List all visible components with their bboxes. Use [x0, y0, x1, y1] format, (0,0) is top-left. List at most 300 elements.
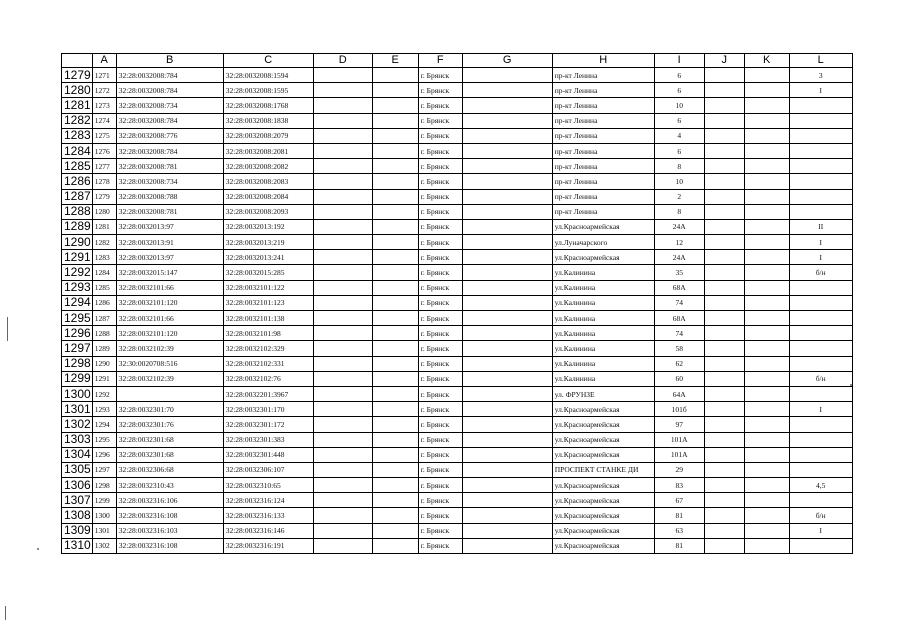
cell-l[interactable]	[789, 98, 852, 113]
cell-l[interactable]	[789, 356, 852, 371]
cell-f[interactable]: г. Брянск	[418, 371, 462, 386]
row-number[interactable]: 1304	[62, 447, 93, 462]
cell-h[interactable]: ул.Калинина	[552, 280, 654, 295]
cell-b[interactable]: 32:28:0032301:68	[116, 432, 223, 447]
cell-e[interactable]	[372, 508, 418, 523]
cell-g[interactable]	[462, 174, 552, 189]
cell-e[interactable]	[372, 311, 418, 326]
cell-c[interactable]: 32:28:0032102:76	[223, 371, 313, 386]
cell-f[interactable]: г. Брянск	[418, 113, 462, 128]
cell-e[interactable]	[372, 98, 418, 113]
cell-k[interactable]	[744, 159, 789, 174]
row-number[interactable]: 1289	[62, 219, 93, 234]
cell-j[interactable]	[704, 128, 744, 143]
row-number[interactable]: 1285	[62, 159, 93, 174]
cell-d[interactable]	[313, 523, 372, 538]
cell-j[interactable]	[704, 356, 744, 371]
cell-k[interactable]	[744, 508, 789, 523]
cell-e[interactable]	[372, 235, 418, 250]
cell-a[interactable]: 1279	[92, 189, 116, 204]
cell-c[interactable]: 32:28:0032316:133	[223, 508, 313, 523]
cell-g[interactable]	[462, 235, 552, 250]
cell-g[interactable]	[462, 265, 552, 280]
row-number[interactable]: 1308	[62, 508, 93, 523]
cell-h[interactable]: пр-кт Ленина	[552, 174, 654, 189]
cell-f[interactable]: г. Брянск	[418, 462, 462, 477]
cell-b[interactable]: 32:28:0032101:120	[116, 295, 223, 310]
cell-d[interactable]	[313, 402, 372, 417]
cell-l[interactable]: II	[789, 219, 852, 234]
cell-c[interactable]: 32:28:0032301:448	[223, 447, 313, 462]
cell-c[interactable]: 32:28:0032008:2079	[223, 128, 313, 143]
cell-f[interactable]: г. Брянск	[418, 265, 462, 280]
cell-f[interactable]: г. Брянск	[418, 189, 462, 204]
cell-e[interactable]	[372, 402, 418, 417]
cell-k[interactable]	[744, 447, 789, 462]
cell-c[interactable]: 32:28:0032013:219	[223, 235, 313, 250]
cell-k[interactable]	[744, 204, 789, 219]
cell-c[interactable]: 32:28:0032316:124	[223, 493, 313, 508]
cell-f[interactable]: г. Брянск	[418, 68, 462, 83]
cell-g[interactable]	[462, 189, 552, 204]
cell-k[interactable]	[744, 386, 789, 401]
cell-a[interactable]: 1294	[92, 417, 116, 432]
cell-e[interactable]	[372, 341, 418, 356]
cell-j[interactable]	[704, 113, 744, 128]
column-header-d[interactable]: D	[313, 54, 372, 68]
cell-g[interactable]	[462, 538, 552, 553]
cell-b[interactable]: 32:28:0032101:66	[116, 280, 223, 295]
cell-g[interactable]	[462, 128, 552, 143]
row-number[interactable]: 1293	[62, 280, 93, 295]
cell-l[interactable]	[789, 447, 852, 462]
cell-d[interactable]	[313, 341, 372, 356]
cell-d[interactable]	[313, 68, 372, 83]
cell-j[interactable]	[704, 432, 744, 447]
cell-l[interactable]	[789, 341, 852, 356]
cell-c[interactable]: 32:28:0032008:1768	[223, 98, 313, 113]
cell-j[interactable]	[704, 508, 744, 523]
cell-i[interactable]: 10	[654, 98, 704, 113]
column-header-f[interactable]: F	[418, 54, 462, 68]
cell-j[interactable]	[704, 402, 744, 417]
cell-f[interactable]: г. Брянск	[418, 356, 462, 371]
cell-l[interactable]: 3	[789, 68, 852, 83]
cell-f[interactable]: г. Брянск	[418, 311, 462, 326]
cell-c[interactable]: 32:28:0032310:65	[223, 478, 313, 493]
cell-d[interactable]	[313, 508, 372, 523]
row-number[interactable]: 1303	[62, 432, 93, 447]
cell-c[interactable]: 32:28:0032008:2084	[223, 189, 313, 204]
cell-h[interactable]: ул.Красноармейская	[552, 508, 654, 523]
cell-d[interactable]	[313, 356, 372, 371]
cell-i[interactable]: 10	[654, 174, 704, 189]
cell-c[interactable]: 32:28:0032101:122	[223, 280, 313, 295]
cell-h[interactable]: пр-кт Ленина	[552, 68, 654, 83]
cell-k[interactable]	[744, 371, 789, 386]
cell-g[interactable]	[462, 159, 552, 174]
cell-b[interactable]: 32:28:0032015:147	[116, 265, 223, 280]
cell-f[interactable]: г. Брянск	[418, 341, 462, 356]
cell-b[interactable]: 32:28:0032301:70	[116, 402, 223, 417]
cell-a[interactable]: 1274	[92, 113, 116, 128]
row-number[interactable]: 1290	[62, 235, 93, 250]
cell-h[interactable]: ул.Красноармейская	[552, 523, 654, 538]
cell-c[interactable]: 32:28:0032316:146	[223, 523, 313, 538]
cell-d[interactable]	[313, 143, 372, 158]
cell-d[interactable]	[313, 250, 372, 265]
cell-b[interactable]: 32:28:0032301:68	[116, 447, 223, 462]
cell-e[interactable]	[372, 295, 418, 310]
cell-i[interactable]: 12	[654, 235, 704, 250]
cell-e[interactable]	[372, 143, 418, 158]
cell-e[interactable]	[372, 386, 418, 401]
cell-d[interactable]	[313, 265, 372, 280]
cell-f[interactable]: г. Брянск	[418, 98, 462, 113]
cell-e[interactable]	[372, 447, 418, 462]
cell-d[interactable]	[313, 371, 372, 386]
row-number[interactable]: 1287	[62, 189, 93, 204]
cell-i[interactable]: 101б	[654, 402, 704, 417]
cell-j[interactable]	[704, 311, 744, 326]
cell-b[interactable]: 32:30:0020708:516	[116, 356, 223, 371]
cell-i[interactable]: 58	[654, 341, 704, 356]
cell-l[interactable]	[789, 174, 852, 189]
cell-g[interactable]	[462, 341, 552, 356]
cell-g[interactable]	[462, 143, 552, 158]
cell-a[interactable]: 1283	[92, 250, 116, 265]
cell-l[interactable]	[789, 326, 852, 341]
cell-a[interactable]: 1292	[92, 386, 116, 401]
cell-b[interactable]: 32:28:0032008:734	[116, 174, 223, 189]
cell-k[interactable]	[744, 341, 789, 356]
cell-b[interactable]: 32:28:0032306:68	[116, 462, 223, 477]
cell-k[interactable]	[744, 113, 789, 128]
cell-i[interactable]: 6	[654, 83, 704, 98]
cell-h[interactable]: ул.Калинина	[552, 356, 654, 371]
cell-f[interactable]: г. Брянск	[418, 493, 462, 508]
cell-c[interactable]: 32:28:0032301:170	[223, 402, 313, 417]
cell-j[interactable]	[704, 447, 744, 462]
cell-e[interactable]	[372, 128, 418, 143]
cell-e[interactable]	[372, 280, 418, 295]
cell-e[interactable]	[372, 432, 418, 447]
row-number[interactable]: 1284	[62, 143, 93, 158]
cell-e[interactable]	[372, 493, 418, 508]
cell-b[interactable]: 32:28:0032008:781	[116, 204, 223, 219]
cell-h[interactable]: ул.Луначарского	[552, 235, 654, 250]
cell-d[interactable]	[313, 235, 372, 250]
cell-a[interactable]: 1277	[92, 159, 116, 174]
cell-f[interactable]: г. Брянск	[418, 402, 462, 417]
cell-f[interactable]: г. Брянск	[418, 83, 462, 98]
cell-h[interactable]: ул.Калинина	[552, 326, 654, 341]
cell-h[interactable]: пр-кт Ленина	[552, 204, 654, 219]
cell-h[interactable]: пр-кт Ленина	[552, 159, 654, 174]
cell-g[interactable]	[462, 523, 552, 538]
cell-a[interactable]: 1284	[92, 265, 116, 280]
cell-k[interactable]	[744, 523, 789, 538]
cell-h[interactable]: ул.Красноармейская	[552, 250, 654, 265]
cell-g[interactable]	[462, 68, 552, 83]
cell-f[interactable]: г. Брянск	[418, 204, 462, 219]
cell-b[interactable]: 32:28:0032013:97	[116, 219, 223, 234]
cell-d[interactable]	[313, 493, 372, 508]
cell-k[interactable]	[744, 402, 789, 417]
cell-f[interactable]: г. Брянск	[418, 219, 462, 234]
cell-b[interactable]: 32:28:0032008:784	[116, 143, 223, 158]
cell-k[interactable]	[744, 265, 789, 280]
cell-e[interactable]	[372, 326, 418, 341]
cell-c[interactable]: 32:28:0032008:2081	[223, 143, 313, 158]
cell-d[interactable]	[313, 295, 372, 310]
cell-g[interactable]	[462, 386, 552, 401]
cell-i[interactable]: 97	[654, 417, 704, 432]
cell-k[interactable]	[744, 235, 789, 250]
cell-h[interactable]: ул.Калинина	[552, 311, 654, 326]
cell-b[interactable]: 32:28:0032013:97	[116, 250, 223, 265]
cell-c[interactable]: 32:28:0032102:329	[223, 341, 313, 356]
cell-a[interactable]: 1280	[92, 204, 116, 219]
cell-d[interactable]	[313, 174, 372, 189]
cell-k[interactable]	[744, 311, 789, 326]
cell-a[interactable]: 1285	[92, 280, 116, 295]
cell-a[interactable]: 1293	[92, 402, 116, 417]
row-number[interactable]: 1280	[62, 83, 93, 98]
cell-i[interactable]: 8	[654, 159, 704, 174]
cell-h[interactable]: ул.Калинина	[552, 341, 654, 356]
row-number[interactable]: 1301	[62, 402, 93, 417]
cell-i[interactable]: 83	[654, 478, 704, 493]
cell-g[interactable]	[462, 113, 552, 128]
cell-b[interactable]: 32:28:0032101:66	[116, 311, 223, 326]
column-header-l[interactable]: L	[789, 54, 852, 68]
cell-c[interactable]: 32:28:0032316:191	[223, 538, 313, 553]
cell-d[interactable]	[313, 538, 372, 553]
cell-j[interactable]	[704, 143, 744, 158]
cell-d[interactable]	[313, 417, 372, 432]
cell-l[interactable]: I	[789, 83, 852, 98]
cell-i[interactable]: 4	[654, 128, 704, 143]
cell-d[interactable]	[313, 189, 372, 204]
cell-e[interactable]	[372, 113, 418, 128]
cell-c[interactable]: 32:28:0032008:1595	[223, 83, 313, 98]
cell-h[interactable]: ул.Калинина	[552, 371, 654, 386]
cell-b[interactable]: 32:28:0032008:784	[116, 68, 223, 83]
cell-i[interactable]: 62	[654, 356, 704, 371]
cell-g[interactable]	[462, 402, 552, 417]
cell-a[interactable]: 1289	[92, 341, 116, 356]
cell-k[interactable]	[744, 280, 789, 295]
cell-l[interactable]: I	[789, 523, 852, 538]
cell-l[interactable]: I	[789, 250, 852, 265]
cell-e[interactable]	[372, 219, 418, 234]
cell-f[interactable]: г. Брянск	[418, 478, 462, 493]
cell-b[interactable]: 32:28:0032310:43	[116, 478, 223, 493]
row-number[interactable]: 1283	[62, 128, 93, 143]
cell-l[interactable]: б/н	[789, 265, 852, 280]
cell-f[interactable]: г. Брянск	[418, 447, 462, 462]
cell-j[interactable]	[704, 386, 744, 401]
cell-j[interactable]	[704, 538, 744, 553]
cell-c[interactable]: 32:28:0032008:1594	[223, 68, 313, 83]
cell-e[interactable]	[372, 356, 418, 371]
cell-i[interactable]: 2	[654, 189, 704, 204]
cell-f[interactable]: г. Брянск	[418, 508, 462, 523]
cell-d[interactable]	[313, 113, 372, 128]
cell-j[interactable]	[704, 295, 744, 310]
cell-l[interactable]	[789, 417, 852, 432]
cell-l[interactable]: б/н	[789, 508, 852, 523]
cell-h[interactable]: пр-кт Ленина	[552, 189, 654, 204]
cell-f[interactable]: г. Брянск	[418, 417, 462, 432]
cell-b[interactable]: 32:28:0032316:108	[116, 538, 223, 553]
cell-g[interactable]	[462, 295, 552, 310]
corner-cell[interactable]	[62, 54, 93, 68]
cell-h[interactable]: пр-кт Ленина	[552, 113, 654, 128]
cell-a[interactable]: 1296	[92, 447, 116, 462]
cell-l[interactable]: I	[789, 402, 852, 417]
cell-k[interactable]	[744, 478, 789, 493]
cell-d[interactable]	[313, 280, 372, 295]
column-header-e[interactable]: E	[372, 54, 418, 68]
cell-k[interactable]	[744, 219, 789, 234]
row-number[interactable]: 1295	[62, 311, 93, 326]
row-number[interactable]: 1310	[62, 538, 93, 553]
cell-j[interactable]	[704, 174, 744, 189]
cell-e[interactable]	[372, 83, 418, 98]
cell-i[interactable]: 81	[654, 508, 704, 523]
row-number[interactable]: 1300	[62, 386, 93, 401]
row-number[interactable]: 1282	[62, 113, 93, 128]
cell-g[interactable]	[462, 478, 552, 493]
cell-a[interactable]: 1287	[92, 311, 116, 326]
cell-e[interactable]	[372, 462, 418, 477]
cell-j[interactable]	[704, 371, 744, 386]
row-number[interactable]: 1292	[62, 265, 93, 280]
cell-l[interactable]	[789, 159, 852, 174]
cell-f[interactable]: г. Брянск	[418, 538, 462, 553]
cell-g[interactable]	[462, 447, 552, 462]
cell-g[interactable]	[462, 219, 552, 234]
cell-i[interactable]: 29	[654, 462, 704, 477]
cell-a[interactable]: 1302	[92, 538, 116, 553]
cell-i[interactable]: 74	[654, 326, 704, 341]
cell-a[interactable]: 1288	[92, 326, 116, 341]
cell-h[interactable]: ул.Красноармейская	[552, 538, 654, 553]
cell-c[interactable]: 32:28:0032301:383	[223, 432, 313, 447]
cell-l[interactable]	[789, 204, 852, 219]
column-header-g[interactable]: G	[462, 54, 552, 68]
row-number[interactable]: 1279	[62, 68, 93, 83]
cell-f[interactable]: г. Брянск	[418, 235, 462, 250]
cell-l[interactable]: I	[789, 235, 852, 250]
cell-h[interactable]: пр-кт Ленина	[552, 83, 654, 98]
cell-l[interactable]	[789, 538, 852, 553]
cell-j[interactable]	[704, 219, 744, 234]
cell-j[interactable]	[704, 204, 744, 219]
cell-k[interactable]	[744, 538, 789, 553]
cell-j[interactable]	[704, 68, 744, 83]
cell-d[interactable]	[313, 462, 372, 477]
cell-f[interactable]: г. Брянск	[418, 386, 462, 401]
cell-i[interactable]: 64А	[654, 386, 704, 401]
cell-e[interactable]	[372, 538, 418, 553]
cell-a[interactable]: 1297	[92, 462, 116, 477]
cell-i[interactable]: 8	[654, 204, 704, 219]
cell-a[interactable]: 1272	[92, 83, 116, 98]
cell-l[interactable]: 4,5	[789, 478, 852, 493]
cell-c[interactable]: 32:28:0032013:241	[223, 250, 313, 265]
cell-f[interactable]: г. Брянск	[418, 250, 462, 265]
cell-h[interactable]: ул.Красноармейская	[552, 219, 654, 234]
cell-h[interactable]: ул.Красноармейская	[552, 432, 654, 447]
cell-i[interactable]: 24А	[654, 250, 704, 265]
cell-l[interactable]	[789, 386, 852, 401]
cell-g[interactable]	[462, 432, 552, 447]
cell-d[interactable]	[313, 219, 372, 234]
row-number[interactable]: 1309	[62, 523, 93, 538]
cell-a[interactable]: 1275	[92, 128, 116, 143]
cell-e[interactable]	[372, 68, 418, 83]
cell-c[interactable]: 32:28:0032201:3967	[223, 386, 313, 401]
row-number[interactable]: 1294	[62, 295, 93, 310]
cell-k[interactable]	[744, 326, 789, 341]
row-number[interactable]: 1299	[62, 371, 93, 386]
cell-k[interactable]	[744, 432, 789, 447]
cell-k[interactable]	[744, 493, 789, 508]
cell-a[interactable]: 1300	[92, 508, 116, 523]
cell-l[interactable]	[789, 432, 852, 447]
cell-l[interactable]	[789, 189, 852, 204]
cell-h[interactable]: ул.Красноармейская	[552, 447, 654, 462]
cell-j[interactable]	[704, 159, 744, 174]
cell-j[interactable]	[704, 189, 744, 204]
cell-k[interactable]	[744, 356, 789, 371]
column-header-h[interactable]: H	[552, 54, 654, 68]
cell-k[interactable]	[744, 98, 789, 113]
cell-j[interactable]	[704, 493, 744, 508]
cell-h[interactable]: ул. ФРУНЗЕ	[552, 386, 654, 401]
cell-a[interactable]: 1278	[92, 174, 116, 189]
row-number[interactable]: 1281	[62, 98, 93, 113]
cell-l[interactable]	[789, 311, 852, 326]
cell-d[interactable]	[313, 432, 372, 447]
cell-a[interactable]: 1298	[92, 478, 116, 493]
cell-f[interactable]: г. Брянск	[418, 523, 462, 538]
cell-b[interactable]: 32:28:0032008:784	[116, 83, 223, 98]
cell-k[interactable]	[744, 417, 789, 432]
cell-d[interactable]	[313, 83, 372, 98]
cell-k[interactable]	[744, 189, 789, 204]
cell-b[interactable]: 32:28:0032316:103	[116, 523, 223, 538]
cell-g[interactable]	[462, 371, 552, 386]
cell-l[interactable]: б/н	[789, 371, 852, 386]
cell-a[interactable]: 1290	[92, 356, 116, 371]
cell-h[interactable]: ул.Красноармейская	[552, 417, 654, 432]
cell-d[interactable]	[313, 204, 372, 219]
cell-e[interactable]	[372, 159, 418, 174]
cell-c[interactable]: 32:28:0032101:98	[223, 326, 313, 341]
cell-h[interactable]: ул.Красноармейская	[552, 493, 654, 508]
cell-g[interactable]	[462, 462, 552, 477]
cell-c[interactable]: 32:28:0032008:1838	[223, 113, 313, 128]
cell-d[interactable]	[313, 478, 372, 493]
cell-i[interactable]: 68А	[654, 280, 704, 295]
row-number[interactable]: 1298	[62, 356, 93, 371]
cell-a[interactable]: 1291	[92, 371, 116, 386]
column-header-i[interactable]: I	[654, 54, 704, 68]
